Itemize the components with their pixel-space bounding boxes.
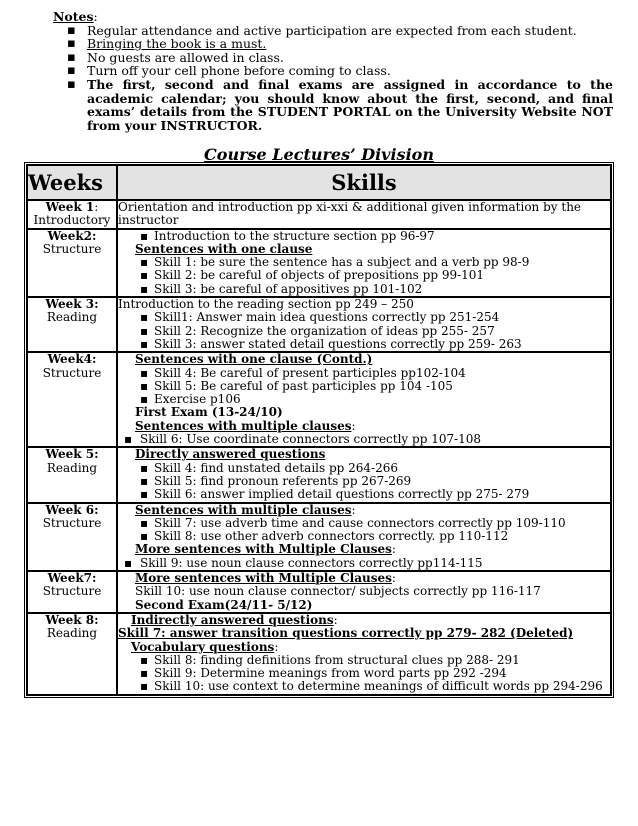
week-name: Week 8:: [45, 612, 99, 627]
page-title: Course Lectures’ Division: [204, 145, 434, 164]
skills-cell: [117, 503, 611, 571]
week-name: Week7:: [47, 571, 97, 586]
skills-cell: [117, 352, 611, 447]
skill-text: Introduction to the reading section pp 249 – 250: [118, 297, 414, 312]
skill-item: ▪ Skill 4: Be careful of present participles pp102-104: [118, 367, 610, 380]
section-heading-line: More sentences with Multiple Clauses:: [135, 571, 396, 586]
skill-item: ▪ Skill 4: find unstated details pp 264-266: [118, 462, 610, 475]
skill-item: ▪ Skill 2: be careful of objects of prepositions pp 99-101: [118, 269, 610, 282]
skill-text: Skill 10: use noun clause connector/ subjects correctly pp 116-117: [135, 584, 541, 599]
week-topic: Structure: [42, 584, 102, 599]
skill-item: ▪ Skill 3: answer stated detail questions correctly pp 259- 263: [118, 338, 610, 351]
week-topic: Structure: [42, 241, 102, 256]
skill-text: Orientation and introduction pp xi-xxi & additional given information by the instructor: [118, 200, 582, 228]
week-cell: [27, 297, 117, 352]
week-name: Week 1: [45, 200, 95, 214]
skills-cell: [117, 229, 611, 297]
week-topic: Structure: [42, 365, 102, 380]
section-heading-line: Sentences with multiple clauses:: [135, 502, 356, 517]
week-topic: Reading: [46, 310, 98, 325]
lectures-table: [24, 162, 614, 698]
table-row: [27, 200, 611, 229]
note-attendance: ▪ Regular attendance and active participation are expected from each student.: [63, 24, 613, 38]
week-cell: [27, 447, 117, 502]
section-heading-line: Sentences with multiple clauses:: [135, 418, 356, 433]
section-heading: Sentences with multiple clauses: [135, 502, 352, 517]
notes-list: [53, 24, 613, 133]
note-phone: ▪ Turn off your cell phone before coming to class.: [63, 64, 613, 78]
header-skills: Skills: [117, 165, 611, 200]
week-name: Week2:: [47, 228, 97, 243]
section-heading: More sentences with Multiple Clauses: [135, 542, 392, 557]
week-topic: Introductory: [33, 213, 111, 228]
exam-label: First Exam (13-24/10): [135, 405, 283, 420]
section-heading: More sentences with Multiple Clauses: [135, 571, 392, 586]
note-exams: ▪ The first, second and final exams are assigned in accordance to the academic calendar; you should know about the first, second, and final exams’ details from the STUDENT PORTAL on the University Website NOT from your INSTRUCTOR.: [63, 78, 613, 132]
note-guests: ▪ No guests are allowed in class.: [63, 51, 613, 65]
week-cell: [27, 229, 117, 297]
skill-item: ▪ Skill 6: Use coordinate connectors correctly pp 107-108: [118, 433, 610, 446]
week-cell: [27, 352, 117, 447]
week-topic: Structure: [42, 515, 102, 530]
table-row: [27, 297, 611, 352]
skills-cell: [117, 447, 611, 502]
notes-title: Notes: [53, 9, 94, 24]
skill-item: ▪ Skill 9: Determine meanings from word parts pp 292 -294: [118, 667, 610, 680]
skills-cell: [117, 297, 611, 352]
week-topic: Reading: [46, 626, 98, 641]
week-name: Week4:: [47, 352, 97, 367]
skill-item: ▪ Skill 1: be sure the sentence has a subject and a verb pp 98-9: [118, 256, 610, 269]
skill-item: ▪ Introduction to the structure section pp 96-97: [118, 230, 610, 243]
skill-item: ▪ Skill 5: find pronoun referents pp 267-269: [118, 475, 610, 488]
skills-cell: [117, 571, 611, 613]
skill-item: ▪ Skill 8: use other adverb connectors correctly. pp 110-112: [118, 530, 610, 543]
header-weeks: Weeks: [27, 165, 117, 200]
section-heading-line: Indirectly answered questions:: [131, 612, 338, 627]
skill-item: ▪ Skill 8: finding definitions from structural clues pp 288- 291: [118, 654, 610, 667]
table-row: [27, 503, 611, 571]
week-label: Week 1:: [45, 200, 99, 214]
skill-item: ▪ Exercise p106: [118, 393, 610, 406]
week-topic: Reading: [46, 460, 98, 475]
skill-item: ▪ Skill 2: Recognize the organization of ideas pp 255- 257: [118, 325, 610, 338]
notes-title-line: Notes:: [53, 9, 98, 24]
section-heading: Sentences with multiple clauses: [135, 418, 352, 433]
week-name: Week 3:: [45, 297, 99, 312]
note-book: ▪ Bringing the book is a must.: [63, 37, 613, 51]
skill-item: ▪ Skill 9: use noun clause connectors correctly pp114-115: [118, 557, 610, 570]
week-cell: [27, 613, 117, 695]
table-row: [27, 613, 611, 695]
exam-label: Second Exam(24/11- 5/12): [135, 597, 313, 612]
section-heading-line: Vocabulary questions:: [131, 639, 279, 654]
table-row: [27, 571, 611, 613]
skill-item: ▪ Skill 10: use context to determine meanings of difficult words pp 294-296: [118, 680, 610, 693]
week-cell: [27, 200, 117, 229]
section-heading-line: More sentences with Multiple Clauses:: [135, 542, 396, 557]
table-header-row: [27, 165, 611, 200]
week-cell: [27, 503, 117, 571]
skill-item: ▪ Skill 5: Be careful of past participles pp 104 -105: [118, 380, 610, 393]
section-heading: Indirectly answered questions: [131, 612, 334, 627]
skill-item: ▪ Skill1: Answer main idea questions correctly pp 251-254: [118, 311, 610, 324]
notes-section: [53, 10, 613, 132]
week-name: Week 6:: [45, 502, 99, 517]
skill-item: ▪ Skill 6: answer implied detail questions correctly pp 275- 279: [118, 488, 610, 501]
table-row: [27, 447, 611, 502]
week-name: Week 5:: [45, 447, 99, 462]
section-heading: Directly answered questions: [135, 447, 326, 462]
table-row: [27, 352, 611, 447]
skills-cell: [117, 200, 611, 229]
skills-cell: [117, 613, 611, 695]
skill-item: ▪ Skill 3: be careful of appositives pp 101-102: [118, 283, 610, 296]
table-row: [27, 229, 611, 297]
section-heading: Sentences with one clause: [135, 241, 313, 256]
section-heading: Vocabulary questions: [131, 639, 275, 654]
week-cell: [27, 571, 117, 613]
deleted-skill: Skill 7: answer transition questions correctly pp 279- 282 (Deleted): [118, 626, 574, 641]
section-heading: Sentences with one clause (Contd.): [135, 352, 373, 367]
skill-item: ▪ Skill 7: use adverb time and cause connectors correctly pp 109-110: [118, 517, 610, 530]
